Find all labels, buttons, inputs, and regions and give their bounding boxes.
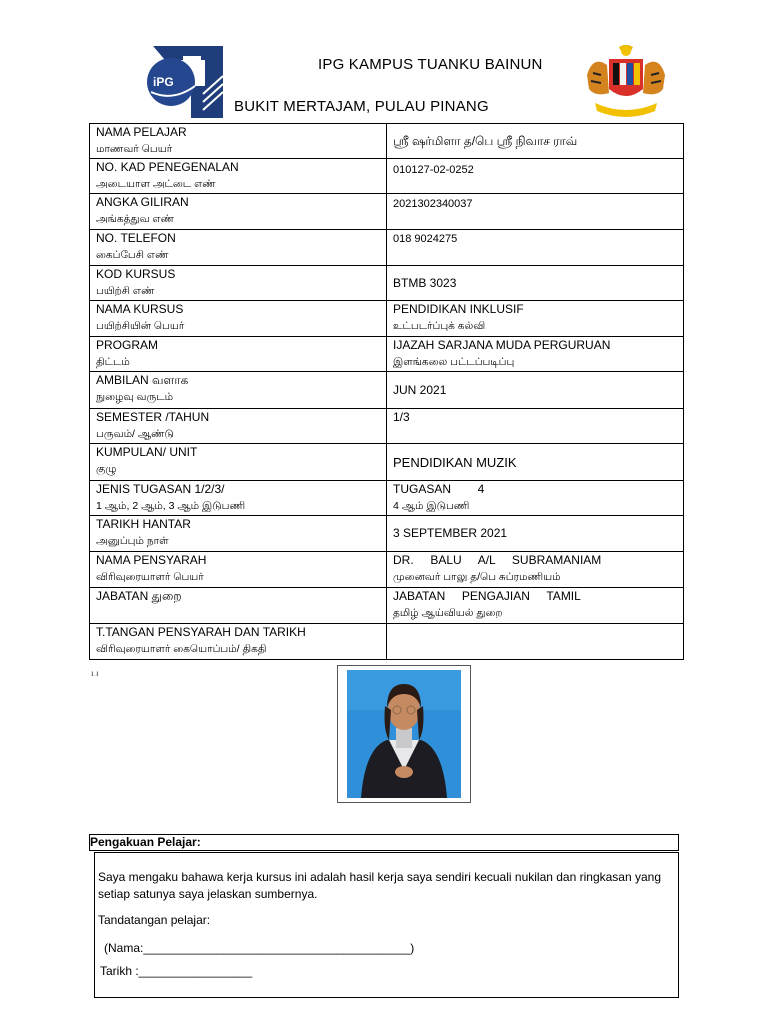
value-cell: 1/3: [387, 409, 684, 444]
value-cell: 3 SEPTEMBER 2021: [387, 516, 684, 552]
table-row: [90, 588, 684, 624]
signature-label: Tandatangan pelajar:: [98, 913, 211, 927]
table-row: [90, 372, 684, 409]
label-cell: JABATAN துறை: [90, 588, 387, 624]
value-cell: ஸ்ரீ ஷர்மிளா த/பெ ஸ்ரீ நிவாச ராவ்: [387, 124, 684, 159]
label-cell: NAMA KURSUS பயிற்சியின் பெயர்: [90, 301, 387, 337]
student-info-table: [89, 123, 684, 660]
value-cell: PENDIDIKAN INKLUSIF உட்படர்ப்புக் கல்வி: [387, 301, 684, 337]
table-row: [90, 481, 684, 516]
table-row: [90, 552, 684, 588]
table-row: [90, 230, 684, 266]
table-row: [90, 444, 684, 481]
value-cell: JABATAN PENGAJIAN TAMIL தமிழ் ஆய்வியல் துறை: [387, 588, 684, 624]
table-row: [90, 409, 684, 444]
label-cell: ANGKA GILIRAN அங்கத்துவ எண்: [90, 194, 387, 230]
table-row: [90, 266, 684, 301]
student-photo-frame: [337, 665, 471, 803]
name-line: (Nama:________________________________________): [104, 941, 415, 955]
label-cell: KOD KURSUS பயிற்சி எண்: [90, 266, 387, 301]
value-cell: DR. BALU A/L SUBRAMANIAM முனைவர் பாலு த/பெ சுப்ரமணியம்: [387, 552, 684, 588]
declaration-box: [94, 852, 679, 998]
date-line: Tarikh :_________________: [100, 964, 253, 978]
table-row: [90, 301, 684, 337]
declaration-text: Saya mengaku bahawa kerja kursus ini adalah hasil kerja saya sendiri kecuali nukilan dan ringkasan yang setiap satunya saya jelaskan sumbernya.: [98, 870, 661, 901]
label-cell: PROGRAM திட்டம்: [90, 337, 387, 372]
declaration-title: Pengakuan Pelajar:: [90, 835, 201, 849]
svg-text:iPG: iPG: [153, 75, 174, 89]
label-cell: NAMA PELAJAR மாணவர் பெயர்: [90, 124, 387, 159]
label-cell: AMBILAN வளாக நுழைவு வருடம்: [90, 372, 387, 409]
table-row: [90, 624, 684, 660]
value-cell: 018 9024275: [387, 230, 684, 266]
value-cell: 2021302340037: [387, 194, 684, 230]
label-cell: NAMA PENSYARAH விரிவுரையாளர் பெயர்: [90, 552, 387, 588]
label-cell: TARIKH HANTAR அனுப்பும் நாள்: [90, 516, 387, 552]
value-cell: TUGASAN 4 4 ஆம் இடுபணி: [387, 481, 684, 516]
label-cell: NO. KAD PENEGENALAN அடையாள அட்டை எண்: [90, 159, 387, 194]
institution-title: IPG KAMPUS TUANKU BAINUN: [318, 56, 543, 73]
label-cell: NO. TELEFON கைப்பேசி எண்: [90, 230, 387, 266]
declaration-title-box: [89, 834, 679, 851]
label-cell: SEMESTER /TAHUN பருவம்/ ஆண்டு: [90, 409, 387, 444]
label-cell: KUMPULAN/ UNIT குழு: [90, 444, 387, 481]
table-row: [90, 159, 684, 194]
table-row: [90, 194, 684, 230]
coat-of-arms-icon: [583, 45, 669, 117]
value-cell: PENDIDIKAN MUZIK: [387, 444, 684, 481]
value-cell: 010127-02-0252: [387, 159, 684, 194]
table-row: [90, 516, 684, 552]
document-header: [0, 0, 768, 125]
value-cell: IJAZAH SARJANA MUDA PERGURUAN இளங்கலை பட்டப்படிப்பு: [387, 337, 684, 372]
label-cell: T.TANGAN PENSYARAH DAN TARIKH விரிவுரையாளர் கையொப்பம்/ திகதி: [90, 624, 387, 660]
ipg-logo: [143, 46, 223, 118]
stray-character: ப: [91, 668, 99, 679]
table-row: [90, 337, 684, 372]
student-photo: [347, 670, 461, 798]
label-cell: JENIS TUGASAN 1/2/3/ 1 ஆம், 2 ஆம், 3 ஆம் இடுபணி: [90, 481, 387, 516]
value-cell: JUN 2021: [387, 372, 684, 409]
value-cell: BTMB 3023: [387, 266, 684, 301]
table-row: [90, 124, 684, 159]
value-cell: [387, 624, 684, 660]
institution-location: BUKIT MERTAJAM, PULAU PINANG: [234, 98, 489, 115]
